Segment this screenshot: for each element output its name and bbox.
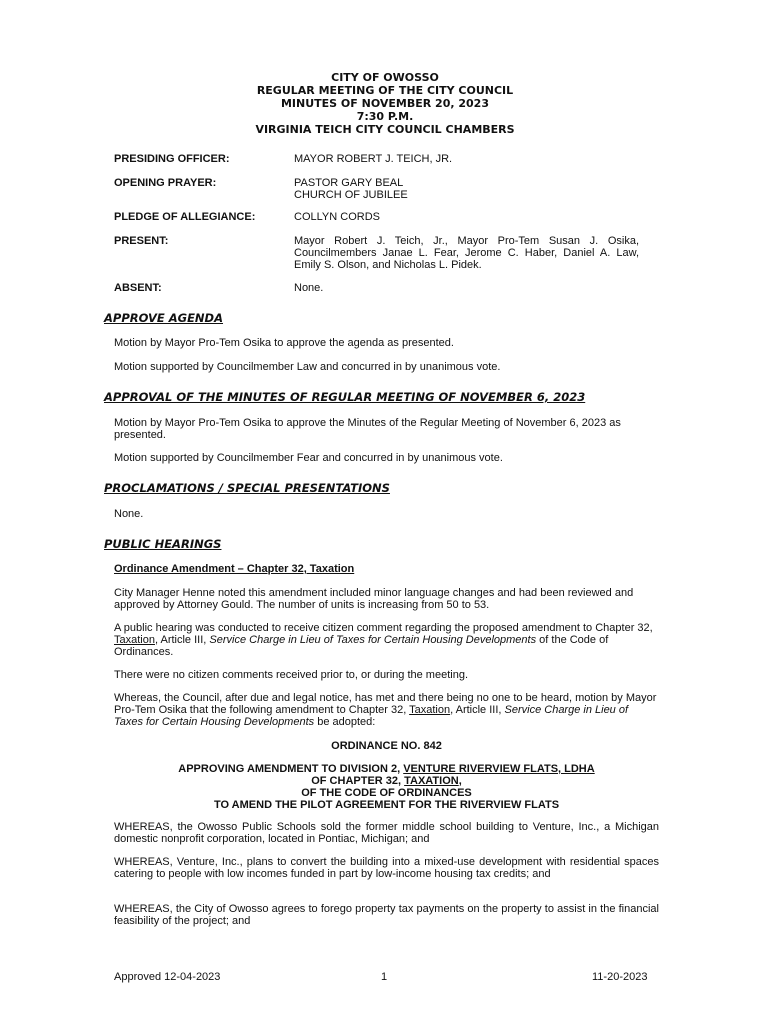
header-meeting: REGULAR MEETING OF THE CITY COUNCIL (256, 84, 514, 97)
minutes-approval-heading: APPROVAL OF THE MINUTES OF REGULAR MEETING OF NOVEMBER 6, 2023 (104, 390, 586, 404)
present-value: Mayor Robert J. Teich, Jr., Mayor Pro-Tem Susan J. Osika, Councilmembers Janae L. Fear, Jerome C. Haber, Daniel A. Law, Emily S. Olson, and Nicholas L. Pidek. (294, 235, 639, 271)
minutes-approval-motion: Motion by Mayor Pro-Tem Osika to approve the Minutes of the Regular Meeting of November 6, 2023 as presented. (114, 417, 621, 441)
whereas-venture: WHEREAS, Venture, Inc., plans to convert the building into a mixed-use development with residential spaces catering to people with low incomes funded in part by low-income housing tax credits; and (114, 856, 659, 880)
minutes-approval-support: Motion supported by Councilmember Fear and concurred in by unanimous vote. (114, 452, 503, 464)
ordinance-title (114, 763, 659, 811)
header-minutes-date: MINUTES OF NOVEMBER 20, 2023 (280, 97, 489, 110)
pledge-label: PLEDGE OF ALLEGIANCE: (114, 211, 256, 223)
header-city: CITY OF OWOSSO (331, 71, 439, 84)
document-header (0, 71, 770, 136)
ordinance-title-line4: TO AMEND THE PILOT AGREEMENT FOR THE RIVERVIEW FLATS (213, 799, 560, 811)
absent-label: ABSENT: (114, 282, 162, 294)
whereas-schools: WHEREAS, the Owosso Public Schools sold the former middle school building to Venture, Inc., a Michigan domestic nonprofit corporation, located in Pontiac, Michigan; and (114, 821, 659, 845)
whereas-city: WHEREAS, the City of Owosso agrees to forego property tax payments on the property to assist in the financial feasibility of the project; and (114, 903, 659, 927)
proclamations-text: None. (114, 508, 144, 520)
header-location: VIRGINIA TEICH CITY COUNCIL CHAMBERS (255, 123, 515, 136)
approve-agenda-motion: Motion by Mayor Pro-Tem Osika to approve the agenda as presented. (114, 337, 454, 349)
public-hearings-heading: PUBLIC HEARINGS (104, 537, 222, 551)
header-time: 7:30 P.M. (356, 110, 414, 123)
public-hearing-paragraph: A public hearing was conducted to receive citizen comment regarding the proposed amendment to Chapter 32, Taxation, Article III, Service Charge in Lieu of Taxes for Certain Housing Developments of the Code of Ordinances. (114, 622, 653, 658)
present-label: PRESENT: (114, 235, 169, 247)
whereas-council-paragraph: Whereas, the Council, after due and legal notice, has met and there being no one to be heard, motion by Mayor Pro-Tem Osika that the following amendment to Chapter 32, Taxation, Article III, Service Charge in Lieu of Taxes for Certain Housing Developments be adopted: (114, 692, 657, 728)
presiding-officer-label: PRESIDING OFFICER: (114, 153, 230, 165)
pledge-value: COLLYN CORDS (294, 211, 380, 223)
opening-prayer-pastor: PASTOR GARY BEAL (294, 177, 404, 189)
footer-page-number: 1 (381, 971, 388, 983)
no-comments-paragraph: There were no citizen comments received prior to, or during the meeting. (114, 669, 468, 681)
ordinance-amendment-subheading: Ordinance Amendment – Chapter 32, Taxation (114, 563, 355, 575)
opening-prayer-church: CHURCH OF JUBILEE (294, 189, 408, 201)
absent-value: None. (294, 282, 324, 294)
footer-approved: Approved 12-04-2023 (114, 971, 221, 983)
approve-agenda-support: Motion supported by Councilmember Law and concurred in by unanimous vote. (114, 361, 501, 373)
ordinance-title-line1: APPROVING AMENDMENT TO DIVISION 2, VENTURE RIVERVIEW FLATS, LDHA (178, 763, 595, 775)
ordinance-number: ORDINANCE NO. 842 (331, 740, 442, 752)
proclamations-heading: PROCLAMATIONS / SPECIAL PRESENTATIONS (104, 481, 390, 495)
presiding-officer-value: MAYOR ROBERT J. TEICH, JR. (294, 153, 453, 165)
opening-prayer-label: OPENING PRAYER: (114, 177, 217, 189)
approve-agenda-heading: APPROVE AGENDA (104, 311, 224, 325)
footer-date: 11-20-2023 (592, 971, 648, 983)
ordinance-title-line3: OF THE CODE OF ORDINANCES (301, 787, 472, 799)
ordinance-title-line2: OF CHAPTER 32, TAXATION, (311, 775, 462, 787)
opening-prayer-value (294, 177, 639, 201)
city-manager-note: City Manager Henne noted this amendment included minor language changes and had been reviewed and approved by Attorney Gould. The number of units is increasing from 50 to 53. (114, 587, 634, 611)
